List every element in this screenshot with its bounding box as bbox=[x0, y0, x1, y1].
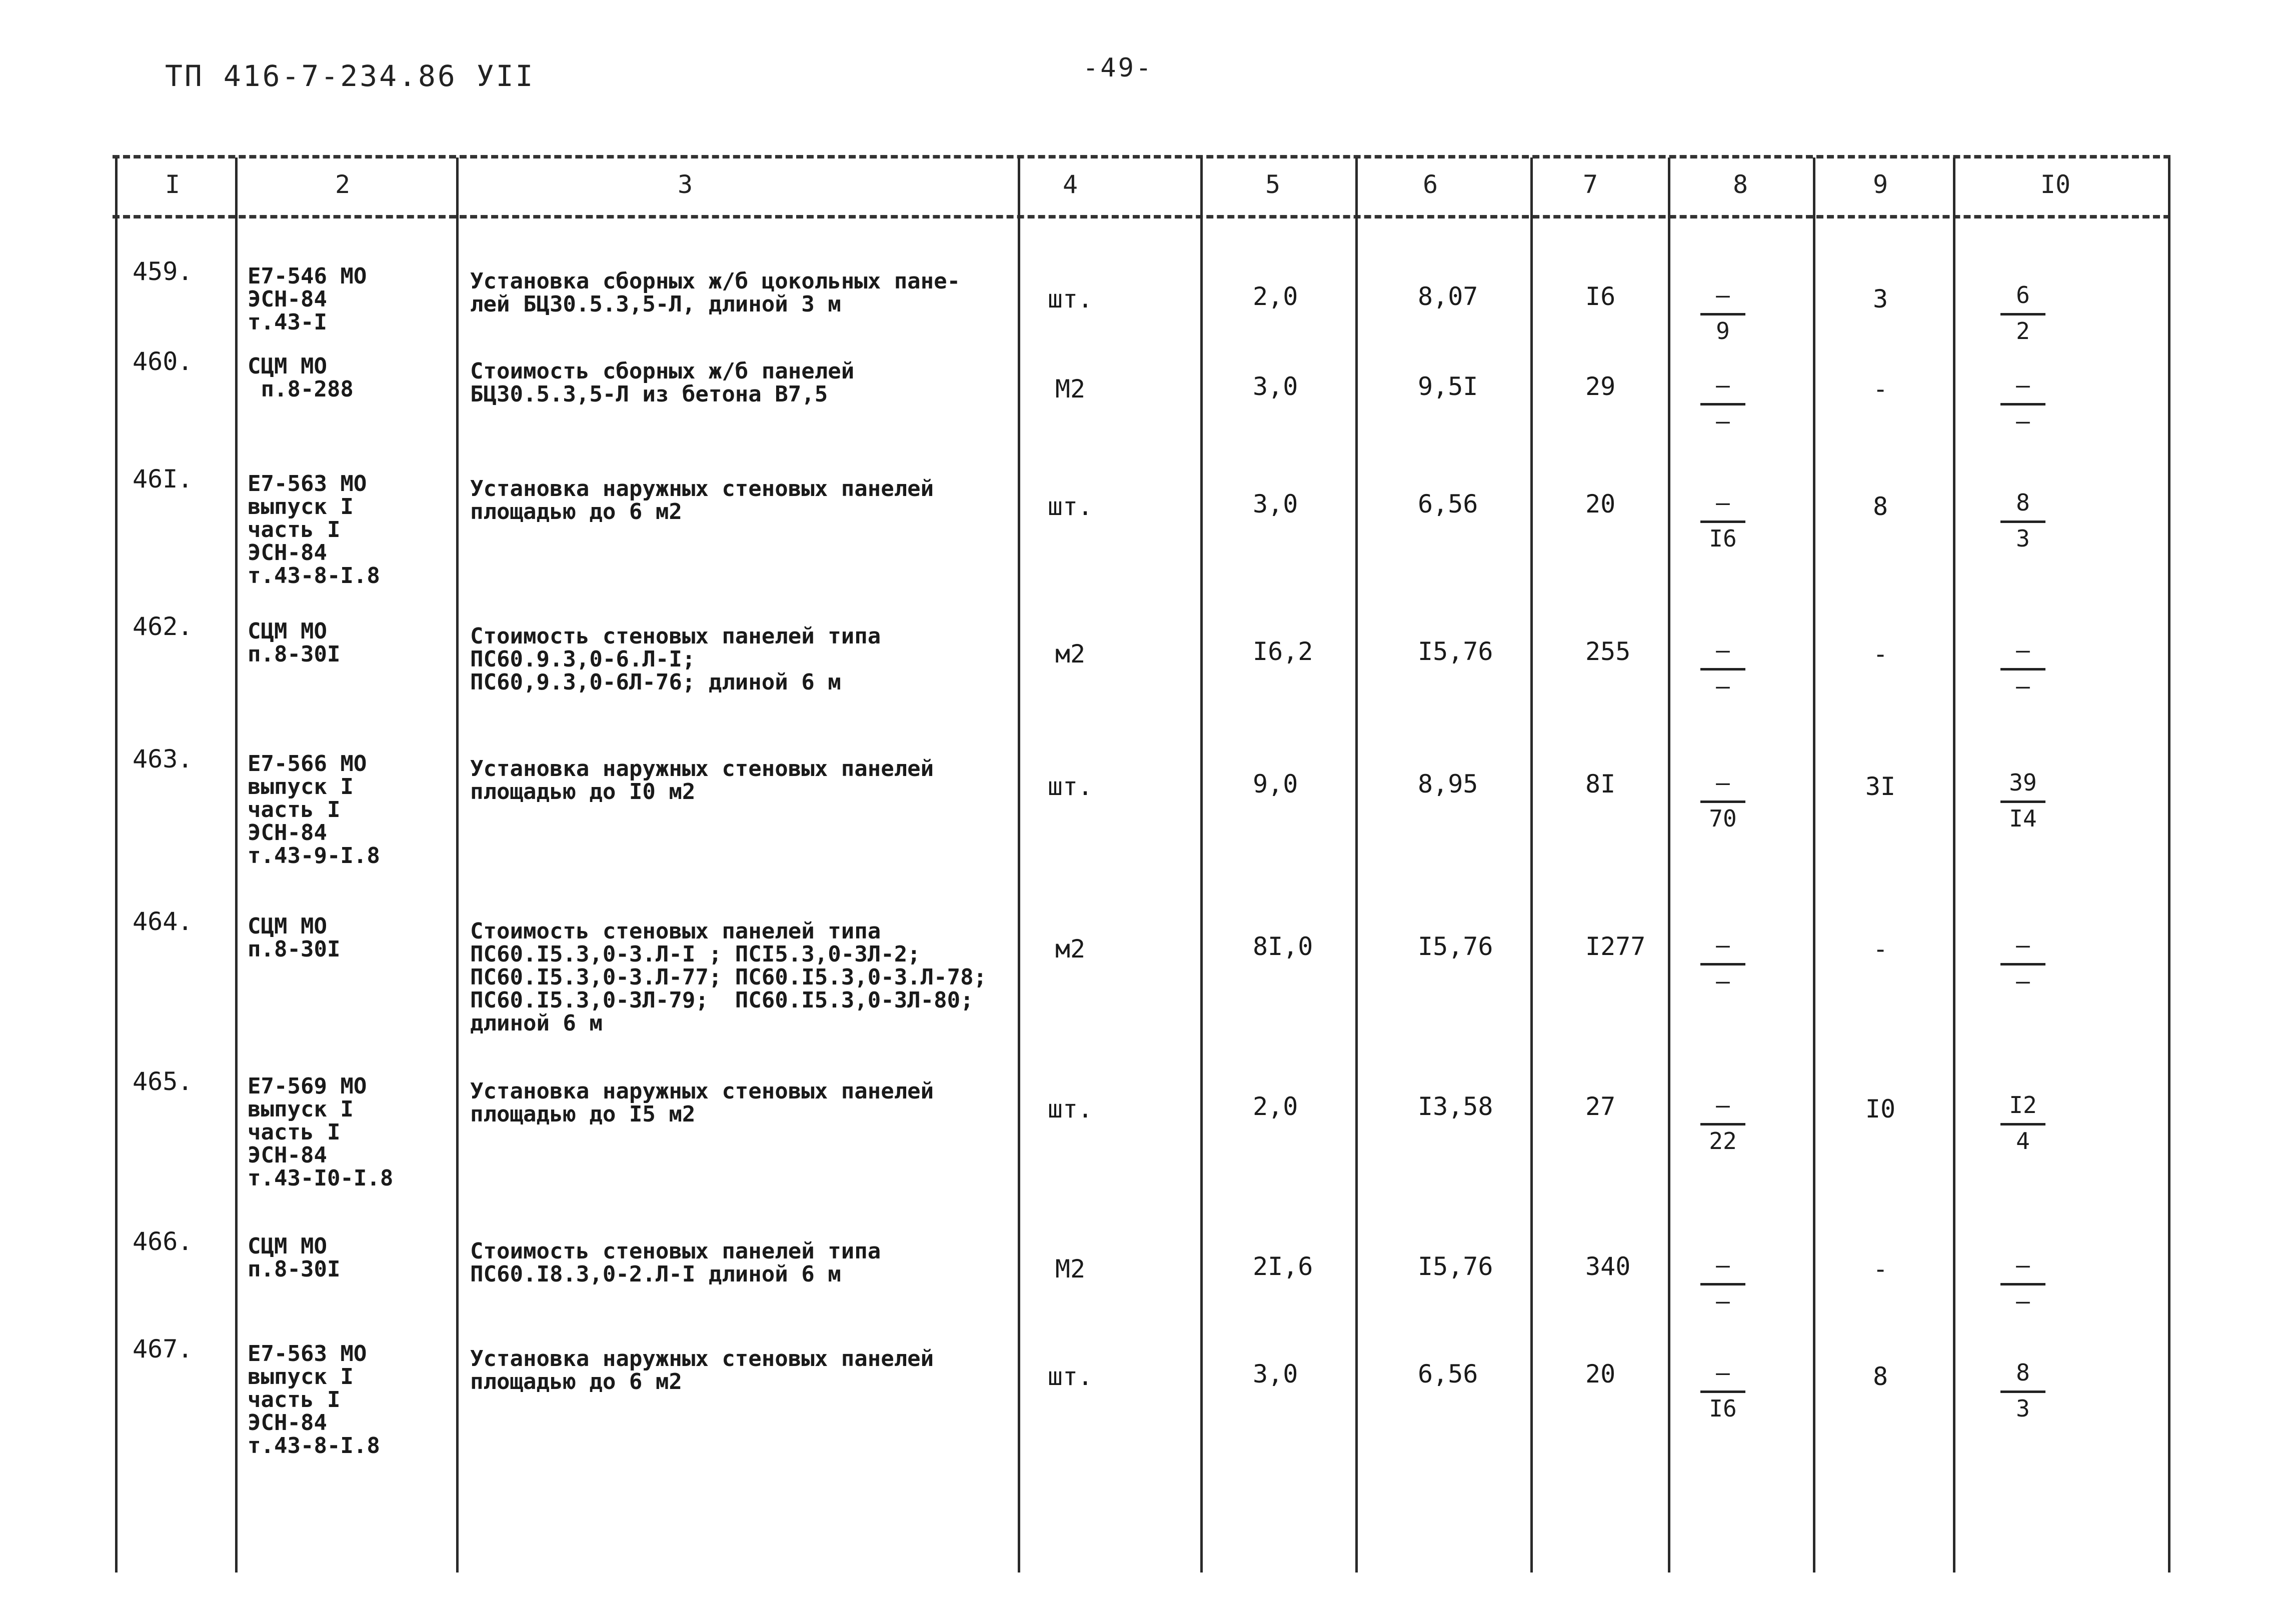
fraction-numerator: 8 bbox=[2016, 489, 2030, 516]
fraction-bar bbox=[1700, 1123, 1745, 1126]
column-header-8: 8 bbox=[1732, 170, 1748, 199]
work-description: Стоимость сборных ж/б панелей БЦЗ0.5.3,5-Л из бетона В7,5 bbox=[470, 358, 855, 407]
column-divider bbox=[115, 158, 118, 1572]
fraction-denominator: I6 bbox=[1709, 525, 1737, 552]
column-9-value: - bbox=[1872, 374, 1888, 404]
column-10-fraction bbox=[1995, 280, 2050, 345]
column-header-10: I0 bbox=[2040, 170, 2071, 199]
column-header-2: 2 bbox=[335, 170, 351, 199]
unit: шт. bbox=[1047, 492, 1093, 521]
column-9-value: 3I bbox=[1865, 772, 1896, 801]
column-10-fraction bbox=[1995, 1090, 2050, 1155]
table-top-border bbox=[113, 155, 2170, 158]
fraction-numerator: – bbox=[1716, 489, 1730, 516]
column-divider bbox=[1530, 158, 1533, 1572]
column-10-fraction bbox=[1995, 1358, 2050, 1422]
column-divider bbox=[456, 158, 459, 1572]
fraction-numerator: 6 bbox=[2016, 282, 2030, 308]
column-9-value: 3 bbox=[1872, 284, 1888, 314]
column-divider bbox=[1668, 158, 1670, 1572]
work-description: Установка наружных стеновых панелей площадью до 6 м2 bbox=[470, 1346, 934, 1394]
fraction-bar bbox=[1700, 1283, 1745, 1286]
column-9-value: - bbox=[1872, 934, 1888, 964]
row-number: 465. bbox=[133, 1067, 193, 1096]
fraction-denominator: 3 bbox=[2016, 525, 2030, 552]
row-number: 459. bbox=[133, 257, 193, 286]
column-8-fraction bbox=[1695, 370, 1750, 435]
fraction-bar bbox=[1700, 668, 1745, 670]
fraction-denominator: 70 bbox=[1709, 805, 1737, 832]
fraction-bar bbox=[1700, 1390, 1745, 1393]
fraction-bar bbox=[1700, 403, 1745, 406]
column-10-fraction bbox=[1995, 370, 2050, 435]
work-description: Стоимость стеновых панелей типа ПС60.9.3,0-6.Л-I; ПС60,9.3,0-6Л-76; длиной 6 м bbox=[470, 624, 881, 695]
work-code: Е7-546 МО ЭСН-84 т.43-I bbox=[248, 264, 367, 335]
fraction-denominator: – bbox=[2016, 1288, 2030, 1314]
work-code: СЦМ МО п.8-288 bbox=[248, 354, 354, 402]
column-divider bbox=[1018, 158, 1020, 1572]
quantity: 8I,0 bbox=[1253, 932, 1313, 961]
column-8-fraction bbox=[1695, 1358, 1750, 1422]
fraction-denominator: – bbox=[1716, 672, 1730, 700]
column-divider bbox=[1355, 158, 1358, 1572]
unit: шт. bbox=[1047, 772, 1093, 801]
work-code: СЦМ МО п.8-30I bbox=[248, 1234, 341, 1282]
fraction-denominator: 22 bbox=[1709, 1128, 1737, 1154]
fraction-bar bbox=[1700, 800, 1745, 803]
fraction-bar bbox=[2000, 668, 2045, 670]
column-8-fraction bbox=[1695, 635, 1750, 700]
row-number: 462. bbox=[133, 612, 193, 641]
unit-price: 6,56 bbox=[1418, 1360, 1478, 1388]
quantity: 3,0 bbox=[1253, 372, 1298, 401]
column-header-7: 7 bbox=[1582, 170, 1598, 199]
total-cost: 340 bbox=[1585, 1252, 1631, 1281]
row-number: 460. bbox=[133, 347, 193, 376]
column-8-fraction bbox=[1695, 1090, 1750, 1155]
column-8-fraction bbox=[1695, 488, 1750, 552]
fraction-denominator: I4 bbox=[2009, 805, 2037, 832]
fraction-bar bbox=[2000, 963, 2045, 966]
work-code: СЦМ МО п.8-30I bbox=[248, 914, 341, 962]
fraction-bar bbox=[2000, 403, 2045, 406]
column-divider bbox=[1200, 158, 1203, 1572]
unit: м2 bbox=[1055, 640, 1086, 668]
column-10-fraction bbox=[1995, 768, 2050, 832]
table-header-separator bbox=[113, 215, 2170, 218]
fraction-numerator: – bbox=[1716, 1092, 1730, 1118]
column-divider bbox=[1813, 158, 1815, 1572]
fraction-numerator: – bbox=[1716, 282, 1730, 308]
column-header-4: 4 bbox=[1062, 170, 1078, 199]
work-description: Установка наружных стеновых панелей площадью до I0 м2 bbox=[470, 756, 934, 804]
unit-price: 8,07 bbox=[1418, 282, 1478, 311]
fraction-numerator: – bbox=[1716, 636, 1730, 664]
page-number: -49- bbox=[1083, 53, 1154, 83]
column-9-value: - bbox=[1872, 640, 1888, 668]
column-10-fraction bbox=[1995, 488, 2050, 552]
work-description: Установка наружных стеновых панелей площадью до 6 м2 bbox=[470, 476, 934, 524]
fraction-denominator: 2 bbox=[2016, 318, 2030, 344]
fraction-numerator: – bbox=[1716, 932, 1730, 958]
fraction-numerator: – bbox=[1716, 769, 1730, 796]
unit-price: I3,58 bbox=[1418, 1092, 1493, 1121]
column-8-fraction bbox=[1695, 280, 1750, 345]
fraction-numerator: – bbox=[2016, 636, 2030, 664]
work-code: СЦМ МО п.8-30I bbox=[248, 618, 341, 667]
fraction-denominator: – bbox=[1716, 1288, 1730, 1314]
quantity: 2,0 bbox=[1253, 1092, 1298, 1121]
column-10-fraction bbox=[1995, 930, 2050, 995]
fraction-denominator: 3 bbox=[2016, 1395, 2030, 1422]
quantity: 9,0 bbox=[1253, 770, 1298, 798]
fraction-numerator: I2 bbox=[2009, 1092, 2037, 1118]
quantity: 2I,6 bbox=[1253, 1252, 1313, 1281]
total-cost: I6 bbox=[1585, 282, 1616, 311]
fraction-bar bbox=[2000, 1283, 2045, 1286]
fraction-denominator: 9 bbox=[1716, 318, 1730, 344]
unit-price: I5,76 bbox=[1418, 1252, 1493, 1281]
row-number: 463. bbox=[133, 744, 193, 774]
column-8-fraction bbox=[1695, 1250, 1750, 1315]
unit-price: 6,56 bbox=[1418, 490, 1478, 518]
row-number: 466. bbox=[133, 1227, 193, 1256]
column-9-value: 8 bbox=[1872, 492, 1888, 521]
fraction-bar bbox=[2000, 1390, 2045, 1393]
work-description: Стоимость стеновых панелей типа ПС60.I5.3,0-3.Л-I ; ПСI5.3,0-3Л-2; ПС60.I5.3,0-3.Л-77; ПС60.I5.3,0-3.Л-78; ПС60.I5.3,0-3Л-79; ПС60.I5.3,0-3Л-80; длиной 6 м bbox=[470, 918, 987, 1036]
total-cost: I277 bbox=[1585, 932, 1646, 961]
column-divider bbox=[2168, 158, 2170, 1572]
column-divider bbox=[1953, 158, 1955, 1572]
column-header-1: I bbox=[165, 170, 181, 199]
work-code: Е7-566 МО выпуск I часть I ЭСН-84 т.43-9-I.8 bbox=[248, 751, 380, 868]
column-header-5: 5 bbox=[1265, 170, 1281, 199]
unit: шт. bbox=[1047, 1094, 1093, 1124]
column-divider bbox=[235, 158, 238, 1572]
fraction-bar bbox=[2000, 800, 2045, 803]
fraction-denominator: – bbox=[1716, 408, 1730, 434]
column-9-value: - bbox=[1872, 1254, 1888, 1284]
quantity: 3,0 bbox=[1253, 490, 1298, 518]
quantity: I6,2 bbox=[1253, 637, 1313, 666]
total-cost: 29 bbox=[1585, 372, 1616, 401]
work-code: Е7-563 МО выпуск I часть I ЭСН-84 т.43-8-I.8 bbox=[248, 1341, 380, 1458]
fraction-numerator: – bbox=[1716, 1252, 1730, 1278]
fraction-bar bbox=[2000, 1123, 2045, 1126]
total-cost: 20 bbox=[1585, 1360, 1616, 1388]
work-description: Установка сборных ж/б цокольных пане- лей БЦЗ0.5.3,5-Л, длиной 3 м bbox=[470, 268, 961, 317]
fraction-bar bbox=[1700, 963, 1745, 966]
column-8-fraction bbox=[1695, 768, 1750, 832]
fraction-denominator: 4 bbox=[2016, 1128, 2030, 1154]
unit: шт. bbox=[1047, 1362, 1093, 1391]
document-code: ТП 416-7-234.86 УII bbox=[165, 59, 535, 93]
column-9-value: 8 bbox=[1872, 1362, 1888, 1391]
unit-price: I5,76 bbox=[1418, 932, 1493, 961]
work-code: Е7-569 МО выпуск I часть I ЭСН-84 т.43-I0-I.8 bbox=[248, 1074, 394, 1191]
fraction-denominator: – bbox=[2016, 672, 2030, 700]
unit-price: 8,95 bbox=[1418, 770, 1478, 798]
fraction-bar bbox=[1700, 313, 1745, 316]
column-10-fraction bbox=[1995, 1250, 2050, 1315]
fraction-numerator: 8 bbox=[2016, 1359, 2030, 1386]
fraction-bar bbox=[2000, 313, 2045, 316]
work-code: Е7-563 МО выпуск I часть I ЭСН-84 т.43-8-I.8 bbox=[248, 471, 380, 588]
fraction-denominator: – bbox=[2016, 408, 2030, 434]
fraction-numerator: – bbox=[2016, 1252, 2030, 1278]
total-cost: 20 bbox=[1585, 490, 1616, 518]
column-header-6: 6 bbox=[1422, 170, 1438, 199]
row-number: 46I. bbox=[133, 464, 193, 494]
fraction-numerator: – bbox=[2016, 372, 2030, 398]
column-9-value: I0 bbox=[1865, 1094, 1896, 1124]
total-cost: 255 bbox=[1585, 637, 1631, 666]
fraction-numerator: – bbox=[1716, 1359, 1730, 1386]
work-description: Стоимость стеновых панелей типа ПС60.I8.3,0-2.Л-I длиной 6 м bbox=[470, 1238, 881, 1287]
quantity: 2,0 bbox=[1253, 282, 1298, 311]
unit: м2 bbox=[1055, 934, 1086, 964]
fraction-bar bbox=[1700, 520, 1745, 523]
fraction-denominator: – bbox=[2016, 968, 2030, 994]
row-number: 464. bbox=[133, 907, 193, 936]
fraction-denominator: – bbox=[1716, 968, 1730, 994]
fraction-numerator: – bbox=[2016, 932, 2030, 958]
total-cost: 27 bbox=[1585, 1092, 1616, 1121]
unit-price: 9,5I bbox=[1418, 372, 1478, 401]
column-header-3: 3 bbox=[677, 170, 693, 199]
total-cost: 8I bbox=[1585, 770, 1616, 798]
fraction-bar bbox=[2000, 520, 2045, 523]
unit-price: I5,76 bbox=[1418, 637, 1493, 666]
column-header-9: 9 bbox=[1872, 170, 1888, 199]
fraction-numerator: 39 bbox=[2009, 769, 2037, 796]
work-description: Установка наружных стеновых панелей площадью до I5 м2 bbox=[470, 1078, 934, 1127]
unit: М2 bbox=[1055, 1254, 1086, 1284]
unit: М2 bbox=[1055, 374, 1086, 404]
column-8-fraction bbox=[1695, 930, 1750, 995]
fraction-numerator: – bbox=[1716, 372, 1730, 398]
quantity: 3,0 bbox=[1253, 1360, 1298, 1388]
column-10-fraction bbox=[1995, 635, 2050, 700]
fraction-denominator: I6 bbox=[1709, 1395, 1737, 1422]
unit: шт. bbox=[1047, 284, 1093, 314]
row-number: 467. bbox=[133, 1334, 193, 1364]
